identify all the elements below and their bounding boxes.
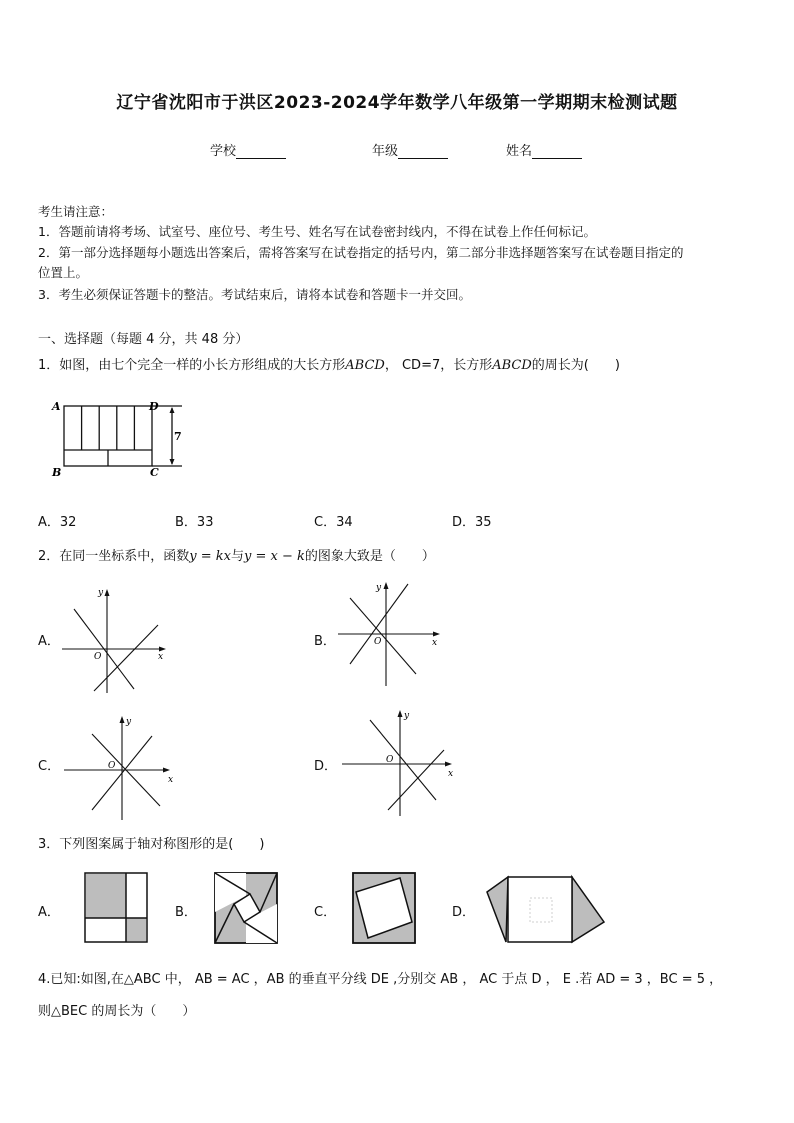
q2-graph-d: [340, 706, 460, 822]
svg-text:y: y: [376, 583, 382, 593]
notice-item: 2．第一部分选择题每小题选出答案后，需将答案写在试卷指定的括号内，第二部分非选择题答案写在试卷题目指定的: [38, 245, 684, 260]
page-title: 辽宁省沈阳市于洪区2023-2024学年数学八年级第一学期期末检测试题: [116, 93, 678, 113]
notice-item: 1．答题前请将考场、试室号、座位号、考生号、姓名写在试卷密封线内，不得在试卷上作任何标记。: [38, 224, 596, 239]
section-heading: 一、选择题（每题 4 分，共 48 分）: [38, 332, 249, 347]
svg-text:x: x: [158, 652, 164, 662]
svg-text:O: O: [374, 637, 382, 647]
grade-blank: [398, 145, 448, 159]
svg-text:O: O: [386, 755, 394, 765]
q3-pattern-b: [214, 872, 278, 944]
q1-option-b: B．33: [175, 515, 214, 530]
q3-pattern-a: [84, 872, 148, 944]
label-d: D: [149, 400, 159, 413]
question-4-line-2: 则△BEC 的周长为（ ）: [38, 1004, 196, 1019]
q3-pattern-d: [484, 872, 608, 944]
svg-text:x: x: [448, 769, 454, 779]
label-b: B: [52, 466, 62, 479]
q1-figure: [44, 396, 194, 480]
q2-option-d-label: D．: [314, 759, 338, 774]
q3-option-b-label: B．: [175, 905, 197, 920]
name-blank: [532, 145, 582, 159]
question-4-line-1: 4.已知:如图,在△ABC 中， AB = AC ，AB 的垂直平分线 DE ,分别交 AB ， AC 于点 D ， E .若 AD = 3 ，BC = 5 ，: [38, 972, 723, 987]
label-c: C: [150, 466, 159, 479]
svg-text:O: O: [94, 652, 102, 662]
q3-pattern-c: [352, 872, 416, 944]
q3-option-c-label: C．: [314, 905, 337, 920]
school-field: 学校: [210, 140, 286, 159]
length-label: 7: [174, 430, 182, 443]
svg-text:y: y: [404, 711, 410, 721]
question-1: 1．如图，由七个完全一样的小长方形组成的大长方形ABCD， CD=7，长方形ABCD的周长为( ): [38, 358, 620, 373]
q2-graph-c: [62, 712, 178, 824]
notice-item: 位置上。: [38, 265, 89, 280]
grade-field: 年级: [372, 140, 448, 159]
q1-option-d: D．35: [452, 515, 492, 530]
q2-graph-a: [60, 585, 172, 697]
q1-option-a: A．32: [38, 515, 77, 530]
q1-option-c: C．34: [314, 515, 353, 530]
name-field: 姓名: [506, 140, 582, 159]
label-a: A: [52, 400, 61, 413]
school-blank: [236, 145, 286, 159]
q3-option-a-label: A．: [38, 905, 60, 920]
question-2: 2．在同一坐标系中，函数y = kx与y = x − k的图象大致是（ ）: [38, 549, 435, 564]
q3-option-d-label: D．: [452, 905, 476, 920]
svg-text:y: y: [98, 588, 104, 598]
notice-heading: 考生请注意：: [38, 204, 114, 219]
q2-option-b-label: B．: [314, 634, 336, 649]
notice-item: 3．考生必须保证答题卡的整洁。考试结束后，请将本试卷和答题卡一并交回。: [38, 287, 471, 302]
q2-option-a-label: A．: [38, 634, 60, 649]
svg-text:O: O: [108, 761, 116, 771]
svg-text:y: y: [126, 717, 132, 727]
svg-text:x: x: [432, 638, 438, 648]
question-3: 3．下列图案属于轴对称图形的是( ): [38, 837, 265, 852]
svg-text:x: x: [168, 775, 174, 785]
q2-option-c-label: C．: [38, 759, 61, 774]
q2-graph-b: [336, 578, 448, 690]
